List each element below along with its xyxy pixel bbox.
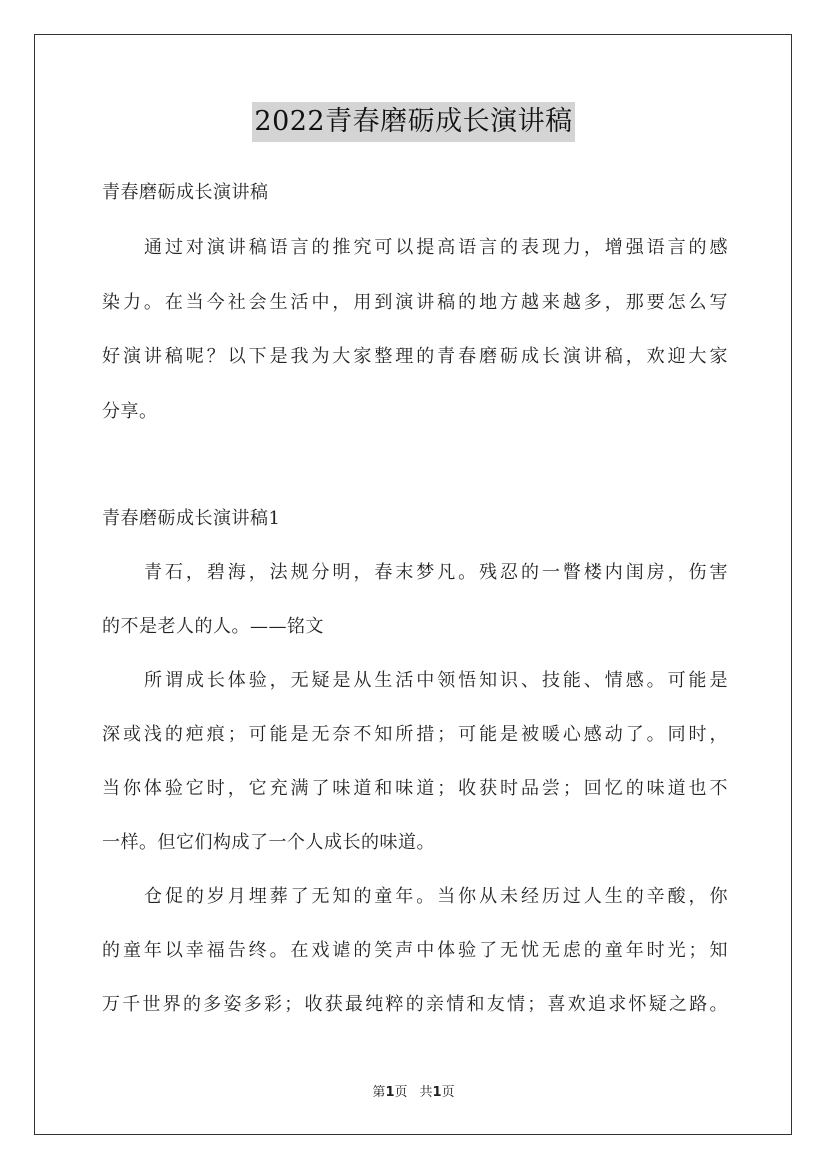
intro-line: 通过对演讲稿语言的推究可以提高语言的表现力，增强语言的感 — [144, 237, 728, 258]
paragraph-line: 当你体验它时，它充满了味道和味道；收获时品尝；回忆的味道也不 — [102, 778, 728, 799]
section-heading: 青春磨砺成长演讲稿1 — [102, 508, 281, 529]
paragraph-line: 的童年以幸福告终。在戏谑的笑声中体验了无忧无虑的童年时光；知 — [102, 940, 728, 961]
paragraph-line: 所谓成长体验，无疑是从生活中领悟知识、技能、情感。可能是 — [144, 670, 728, 691]
paragraph-line: 的不是老人的人。——铭文 — [102, 616, 324, 637]
paragraph-line: 深或浅的疤痕；可能是无奈不知所措；可能是被暖心感动了。同时， — [102, 724, 728, 745]
total-pages-indicator: 共1页 — [419, 1085, 455, 1100]
title-container — [0, 102, 827, 142]
intro-line: 分享。 — [102, 401, 158, 422]
paragraph-line: 仓促的岁月埋葬了无知的童年。当你从未经历过人生的辛酸，你 — [144, 886, 728, 907]
page-number: 1 — [385, 1085, 395, 1100]
document-title: 2022青春磨砺成长演讲稿 — [252, 102, 574, 142]
intro-line: 好演讲稿呢？以下是我为大家整理的青春磨砺成长演讲稿，欢迎大家 — [102, 346, 728, 367]
page-indicator: 第1页 — [372, 1085, 408, 1100]
subtitle: 青春磨砺成长演讲稿 — [102, 182, 269, 203]
total-pages-number: 1 — [432, 1085, 442, 1100]
paragraph-line: 青石，碧海，法规分明，春末梦凡。残忍的一瞥楼内闺房，伤害 — [144, 562, 728, 583]
paragraph-line: 一样。但它们构成了一个人成长的味道。 — [102, 832, 435, 853]
intro-line: 染力。在当今社会生活中，用到演讲稿的地方越来越多，那要怎么写 — [102, 292, 728, 313]
page-footer — [0, 1085, 827, 1101]
paragraph-line: 万千世界的多姿多彩；收获最纯粹的亲情和友情；喜欢追求怀疑之路。 — [102, 994, 728, 1015]
